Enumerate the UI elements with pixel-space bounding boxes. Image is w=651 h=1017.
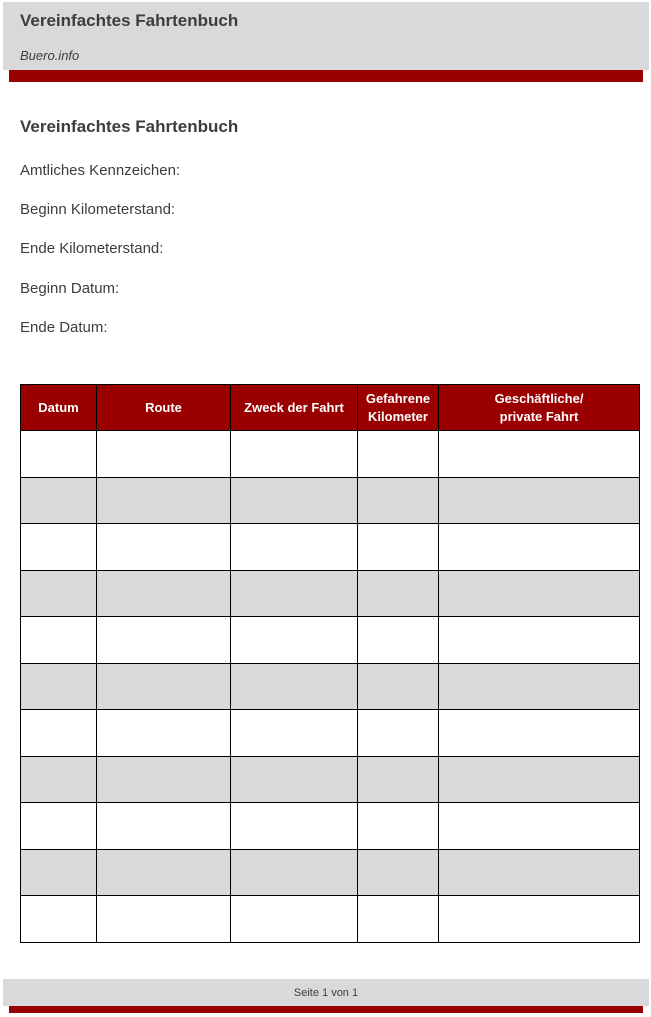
table-cell[interactable]: [439, 431, 640, 478]
table-cell[interactable]: [97, 803, 231, 850]
table-cell[interactable]: [358, 663, 439, 710]
table-cell[interactable]: [97, 570, 231, 617]
table-cell[interactable]: [97, 710, 231, 757]
table-row: [21, 477, 640, 524]
table-cell[interactable]: [231, 477, 358, 524]
table-body: [21, 431, 640, 943]
footer-accent-bar: [9, 1006, 643, 1013]
table-cell[interactable]: [97, 896, 231, 943]
table-cell[interactable]: [21, 896, 97, 943]
document-title: Vereinfachtes Fahrtenbuch: [20, 117, 239, 136]
table-cell[interactable]: [439, 477, 640, 524]
table-cell[interactable]: [358, 524, 439, 571]
table-cell[interactable]: [21, 477, 97, 524]
table-row: [21, 617, 640, 664]
page-footer: [3, 979, 649, 1006]
table-cell[interactable]: [231, 431, 358, 478]
field-end-mileage: Ende Kilometerstand:: [20, 240, 164, 257]
field-start-date: Beginn Datum:: [20, 280, 120, 297]
table-row: [21, 663, 640, 710]
column-header-kilometers: Gefahrene Kilometer: [358, 385, 439, 431]
table-cell[interactable]: [231, 756, 358, 803]
column-header-date: Datum: [21, 385, 97, 431]
table-cell[interactable]: [358, 617, 439, 664]
table-cell[interactable]: [21, 803, 97, 850]
page-number: Seite 1 von 1: [293, 987, 359, 999]
table-cell[interactable]: [21, 570, 97, 617]
table-cell[interactable]: [231, 896, 358, 943]
table-cell[interactable]: [358, 570, 439, 617]
table-cell[interactable]: [358, 803, 439, 850]
column-header-route: Route: [97, 385, 231, 431]
table-cell[interactable]: [439, 570, 640, 617]
page-header: [3, 2, 649, 70]
table-row: [21, 710, 640, 757]
header-subtitle: Buero.info: [20, 48, 80, 63]
table-cell[interactable]: [439, 663, 640, 710]
table-cell[interactable]: [97, 431, 231, 478]
table-cell[interactable]: [439, 849, 640, 896]
table-cell[interactable]: [21, 849, 97, 896]
table-cell[interactable]: [358, 756, 439, 803]
table-cell[interactable]: [358, 849, 439, 896]
table-cell[interactable]: [231, 663, 358, 710]
table-cell[interactable]: [439, 617, 640, 664]
column-header-purpose: Zweck der Fahrt: [231, 385, 358, 431]
table-cell[interactable]: [358, 896, 439, 943]
table-cell[interactable]: [439, 896, 640, 943]
table-cell[interactable]: [439, 524, 640, 571]
table-cell[interactable]: [439, 803, 640, 850]
table-cell[interactable]: [97, 477, 231, 524]
table-row: [21, 756, 640, 803]
table-cell[interactable]: [21, 756, 97, 803]
table-cell[interactable]: [21, 431, 97, 478]
table-row: [21, 524, 640, 571]
column-header-trip-type: Geschäftliche/ private Fahrt: [439, 385, 640, 431]
table-cell[interactable]: [439, 710, 640, 757]
field-license-plate: Amtliches Kennzeichen:: [20, 162, 181, 179]
table-cell[interactable]: [358, 710, 439, 757]
table-cell[interactable]: [231, 524, 358, 571]
logbook-table: [20, 384, 640, 943]
table-cell[interactable]: [231, 849, 358, 896]
table-cell[interactable]: [21, 524, 97, 571]
table-header-row: [21, 385, 640, 431]
table-row: [21, 431, 640, 478]
table-cell[interactable]: [358, 477, 439, 524]
table-cell[interactable]: [439, 756, 640, 803]
table-row: [21, 849, 640, 896]
field-end-date: Ende Datum:: [20, 319, 108, 336]
table-cell[interactable]: [358, 431, 439, 478]
table-cell[interactable]: [231, 617, 358, 664]
table-cell[interactable]: [21, 663, 97, 710]
table-row: [21, 803, 640, 850]
field-start-mileage: Beginn Kilometerstand:: [20, 201, 176, 218]
table-cell[interactable]: [231, 803, 358, 850]
table-cell[interactable]: [97, 756, 231, 803]
header-title: Vereinfachtes Fahrtenbuch: [20, 11, 239, 30]
table-cell[interactable]: [97, 524, 231, 571]
table-row: [21, 896, 640, 943]
table-cell[interactable]: [97, 617, 231, 664]
table-cell[interactable]: [21, 710, 97, 757]
table-cell[interactable]: [97, 849, 231, 896]
table-row: [21, 570, 640, 617]
table-cell[interactable]: [231, 710, 358, 757]
table-cell[interactable]: [97, 663, 231, 710]
table-cell[interactable]: [21, 617, 97, 664]
table-cell[interactable]: [231, 570, 358, 617]
header-accent-bar: [9, 70, 643, 82]
